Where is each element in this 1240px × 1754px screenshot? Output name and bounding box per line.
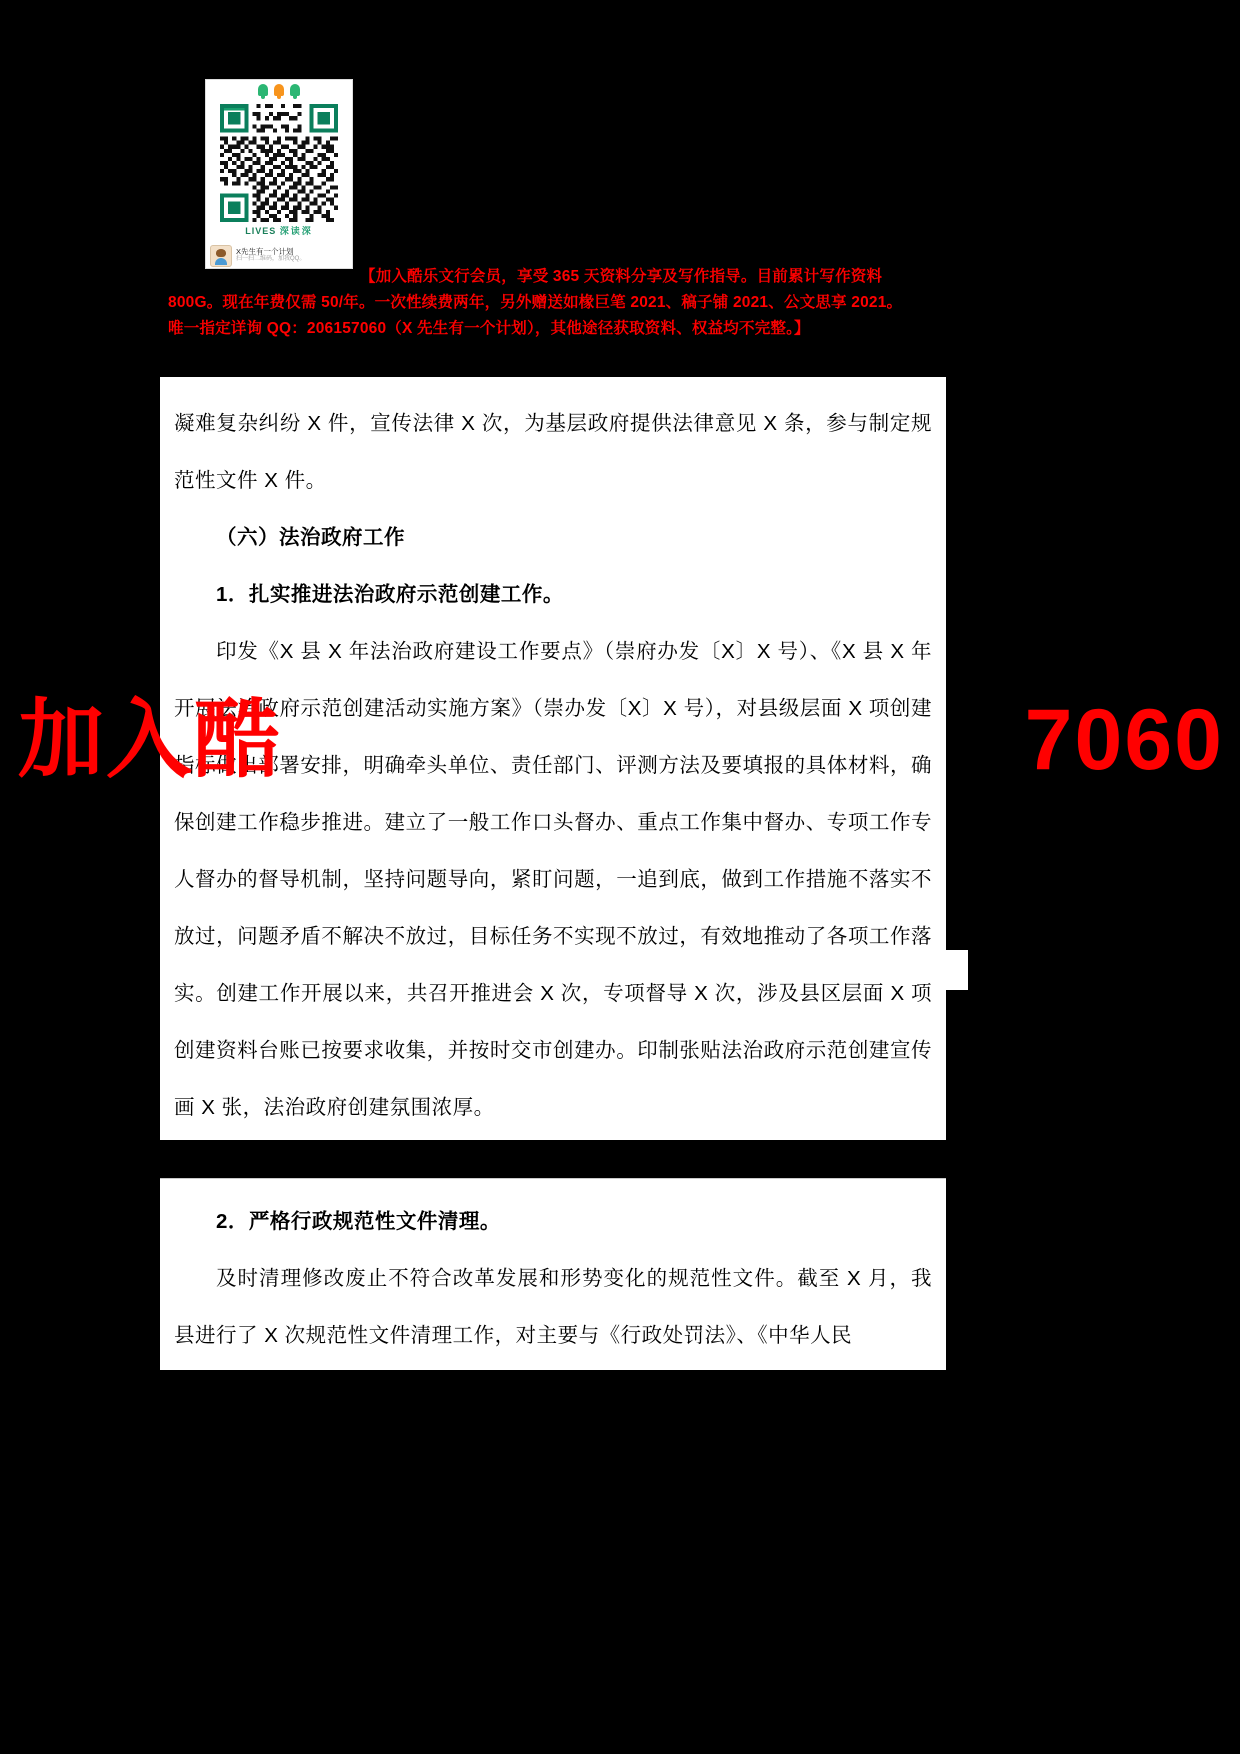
qr-card-brand: LIVES [245,226,277,236]
account-name: X先生有一个计划 [236,246,294,256]
qr-code-image [220,104,338,222]
promo-qr-card [205,79,353,269]
qr-card-brand-cn: 深读深 [279,226,313,236]
document-heading-item-1: 1．扎实推进法治政府示范创建工作。 [216,583,564,606]
promo-line-3: 唯一指定详询 QQ：206157060（X 先生有一个计划），其他途径获取资料、权益均不完整。】 [168,320,810,337]
qr-card-footer [206,224,352,237]
document-page-top [160,377,946,1140]
document-paragraph: 印发《X 县 X 年法治政府建设工作要点》（崇府办发〔X〕X 号）、《X 县 X 年开展法治政府示范创建活动实施方案》（崇办发〔X〕X 号），对县级层面 X 项创建指标做出部署安排，明确牵头单位、责任部门、评测方法及要填报的具体材料，确保创建工作稳步推进。建立了一般工作口头督办、重点工作集中督办、专项工作专人督办的督导机制，坚持问题导向，紧盯问题，一追到底，做到工作措施不落实不放过，问题矛盾不解决不放过，目标任务不实现不放过，有效地推动了各项工作落实。创建工作开展以来，共召开推进会 X 次，专项督导 X 次，涉及县区层面 X 项创建资料台账已按要求收集，并按时交市创建办。印制张贴法治政府示范创建宣传画 X 张，法治政府创建氛围浓厚。 [174,640,932,1119]
promo-line-2: 800G。现在年费仅需 50/年。一次性续费两年，另外赠送如椽巨笔 2021、稿子铺 2021、公文思享 2021。 [168,294,903,311]
promo-text-block [168,264,1063,342]
document-page-bottom [160,1178,946,1370]
bell-icon [258,84,268,96]
promo-line-1: 【加入酷乐文行会员，享受 365 天资料分享及写作指导。目前累计写作资料 [360,268,883,285]
document-paragraph: 及时清理修改废止不符合改革发展和形势变化的规范性文件。截至 X 月，我县进行了 X 次规范性文件清理工作，对主要与《行政处罚法》、《中华人民 [174,1267,932,1347]
document-heading-six: （六）法治政府工作 [216,526,405,549]
document-heading-item-2: 2．严格行政规范性文件清理。 [216,1210,501,1233]
bell-icon-row [206,80,352,102]
page-edge-patch [946,950,968,990]
document-paragraph: 凝难复杂纠纷 X 件，宣传法律 X 次，为基层政府提供法律意见 X 条，参与制定规范性文件 X 件。 [174,412,932,492]
watermark-right-text: 7060 [1024,692,1224,788]
bell-icon [290,84,300,96]
watermark-left-text: 加入酷 [18,692,282,788]
bell-icon [274,84,284,96]
account-subtitle: 扫一扫二维码，加我QQ。 [236,256,306,263]
